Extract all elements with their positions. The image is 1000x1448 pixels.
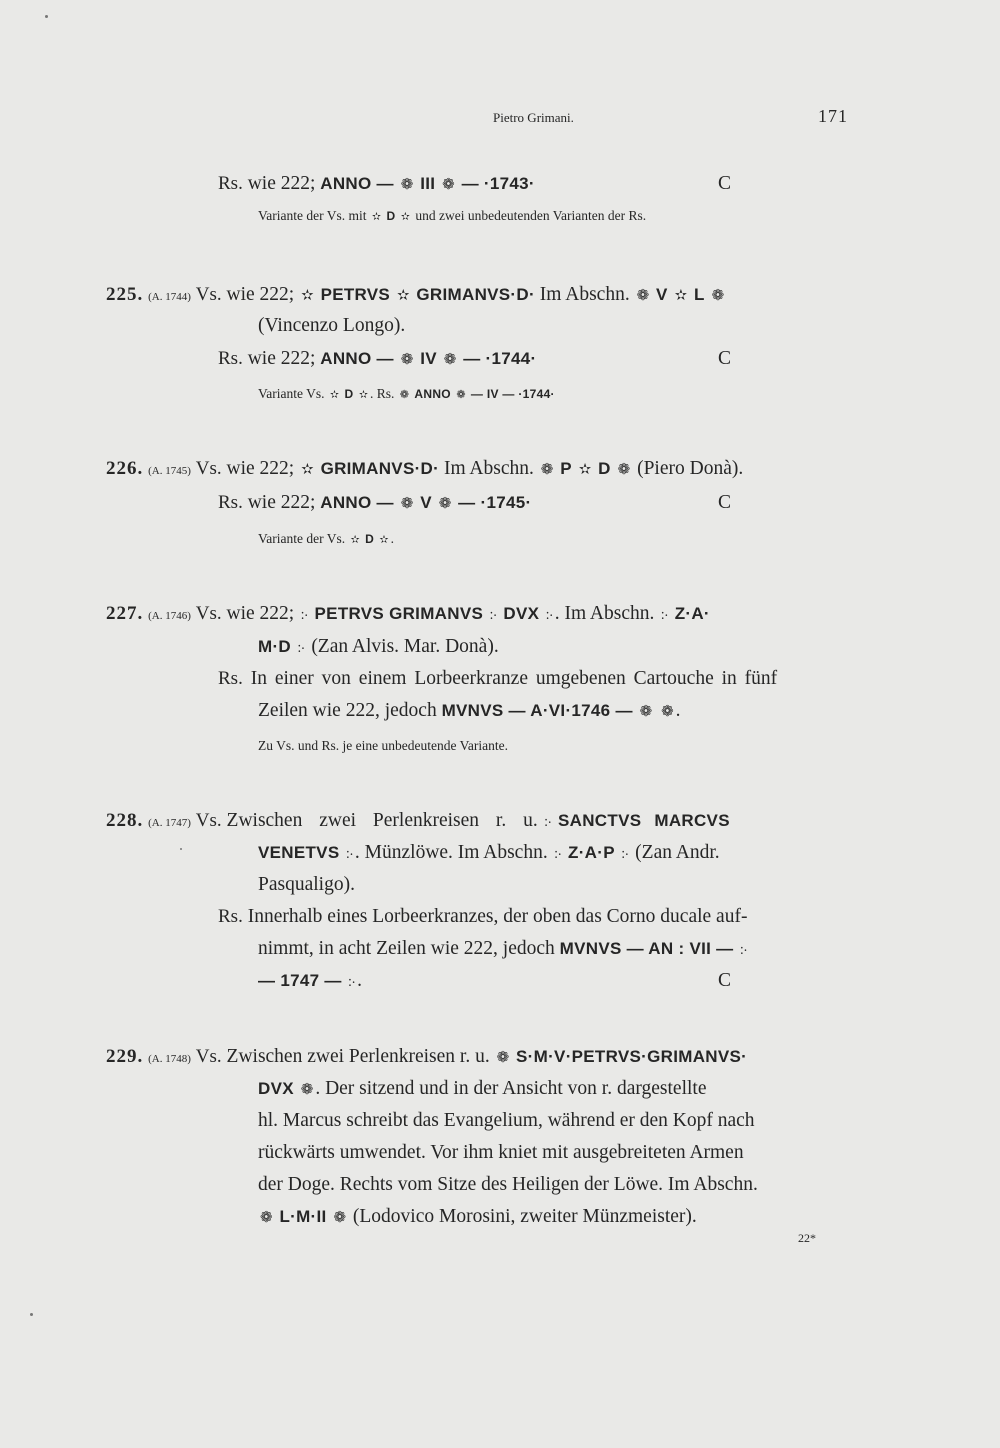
entry-227-rs-2: Zeilen wie 222, jedoch MVNVS — A·VI·1746 — ❁ ❁ . [258,699,681,724]
rs-label: Rs. [218,348,243,369]
vs-label: Vs. [195,603,222,624]
entry-number: 227. [106,603,144,624]
dots-icon: ჻ [544,814,552,830]
rs-label: Rs. [218,492,243,513]
running-title: Pietro Grimani. [493,110,574,125]
page-number: 171 [818,106,848,126]
dots-icon: ჻ [346,846,353,862]
rosette-icon: ❁ [400,177,414,193]
entry-225-rs: Rs. wie 222; ANNO — ❁ IV ❁ — ·1744· [218,347,536,372]
entry-number: 225. [106,284,144,305]
dots-icon: ჻ [661,607,668,623]
vs-label: Vs. [195,284,222,305]
signature-mark: 22* [798,1231,816,1245]
rs-label: Rs. [218,906,243,927]
dots-icon: ჻ [740,942,747,958]
dots-icon: ჻ [301,607,308,623]
entry-number: 228. [106,810,144,831]
entry-228-rs-1: Rs. Innerhalb eines Lorbeerkranzes, der oben das Corno ducale auf- [218,906,748,927]
entry-228-line-2: VENETVS ჻ . Münzlöwe. Im Abschn. ჻ Z·A·P ჻ (Zan Andr. [258,841,720,866]
entry-229-line-5: der Doge. Rechts vom Sitze des Heiligen der Löwe. Im Abschn. [258,1174,758,1195]
star-icon: ✫ [400,211,411,223]
rosette-icon: ❁ [438,496,452,512]
rosette-icon: ❁ [456,389,466,401]
star-icon: ✫ [301,288,314,304]
entry-229-line-1: 229. (A. 1748) Vs. Zwischen zwei Perlenkreisen r. u. ❁ S·M·V·PETRVS·GRIMANVS· [106,1045,747,1071]
rosette-icon: ❁ [443,352,457,368]
rosette-icon: ❁ [617,462,631,478]
rosette-icon: ❁ [661,704,674,720]
rosette-icon: ❁ [639,704,653,720]
vs-label: Vs. [195,458,222,479]
entry-227-line-1: 227. (A. 1746) Vs. wie 222; ჻ PETRVS GRIMANVS ჻ DVX ჻ . Im Abschn. ჻ Z·A· [106,602,710,628]
dots-icon: ჻ [546,607,553,623]
star-icon: ✫ [379,534,389,546]
rs-label: Rs. [218,668,243,689]
rosette-icon: ❁ [399,389,410,401]
entry-228-rs-2: nimmt, in acht Zeilen wie 222, jedoch MVNVS — AN : VII — ჻ [258,937,749,962]
paper-speck [180,848,182,850]
entry-number: 226. [106,458,144,479]
dots-icon: ჻ [489,607,497,623]
entry-226-variant: Variante der Vs. ✫ D ✫ . [258,530,394,549]
rs-label: Rs. [218,173,243,194]
grade: C [718,970,732,991]
entry-229-line-2: DVX ❁ . Der sitzend und in der Ansicht von r. dargestellte [258,1077,707,1102]
entry-227-note: Zu Vs. und Rs. je eine unbedeutende Variante. [258,738,508,753]
dots-icon: ჻ [621,846,629,862]
entry-226-rs: Rs. wie 222; ANNO — ❁ V ❁ — ·1745· [218,491,531,516]
star-icon: ✫ [329,389,340,401]
entry-225-line-1: 225. (A. 1744) Vs. wie 222; ✫ PETRVS ✫ GRIMANVS·D· Im Abschn. ❁ V ✫ L ❁ [106,283,726,309]
entry-number: 229. [106,1046,144,1067]
entry-227-rs-1: Rs. In einer von einem Lorbeerkranze umgebenen Cartouche in fünf [218,668,778,689]
star-icon: ✫ [578,462,592,478]
continuation-rs-line: Rs. wie 222; ANNO — ❁ III ❁ — ·1743· [218,172,535,197]
rosette-icon: ❁ [400,352,414,368]
rosette-icon: ❁ [400,496,414,512]
rosette-icon: ❁ [636,288,650,304]
entry-228-line-1: 228. (A. 1747) Vs. Zwischen zwei Perlenkreisen r. u. ჻ SANCTVS MARCVS [106,809,730,835]
star-icon: ✫ [371,211,382,223]
vs-label: Vs. [195,810,222,831]
entry-228-line-3: Pasqualigo). [258,874,355,895]
dots-icon: ჻ [554,846,562,862]
rosette-icon: ❁ [300,1082,314,1098]
dots-icon: ჻ [297,640,305,656]
star-icon: ✫ [358,389,369,401]
rosette-icon: ❁ [711,288,725,304]
entry-year: (A. 1745) [148,465,191,477]
rosette-icon: ❁ [442,177,455,193]
star-icon: ✫ [396,288,410,304]
vs-label: Vs. [195,1046,222,1067]
entry-year: (A. 1746) [148,610,191,622]
entry-225-variant: Variante Vs. ✫ D ✫ . Rs. ❁ ANNO ❁ — IV — ·1744· [258,385,555,404]
grade: C [718,492,732,513]
paper-speck [30,1313,33,1316]
star-icon: ✫ [350,534,360,546]
entry-225-line-2: (Vincenzo Longo). [258,315,406,336]
entry-year: (A. 1747) [148,817,191,829]
paper-speck [45,15,48,18]
entry-229-line-4: rückwärts umwendet. Vor ihm kniet mit ausgebreiteten Armen [258,1142,744,1163]
rosette-icon: ❁ [496,1050,510,1066]
entry-228-rs-3: — 1747 — ჻ . [258,969,362,994]
continuation-variant: Variante der Vs. mit ✫ D ✫ und zwei unbedeutenden Varianten der Rs. [258,207,646,226]
grade: C [718,173,732,194]
entry-226-line-1: 226. (A. 1745) Vs. wie 222; ✫ GRIMANVS·D· Im Abschn. ❁ P ✫ D ❁ (Piero Donà). [106,457,743,483]
star-icon: ✫ [674,288,688,304]
rosette-icon: ❁ [540,462,554,478]
rosette-icon: ❁ [333,1210,347,1226]
entry-year: (A. 1744) [148,291,191,303]
dots-icon: ჻ [348,974,356,990]
entry-227-line-2: M·D ჻ (Zan Alvis. Mar. Donà). [258,635,499,660]
entry-229-line-6: ❁ L·M·II ❁ (Lodovico Morosini, zweiter Münzmeister). [258,1205,697,1230]
rosette-icon: ❁ [260,1210,273,1226]
grade: C [718,348,732,369]
entry-229-line-3: hl. Marcus schreibt das Evangelium, während er den Kopf nach [258,1110,755,1131]
entry-year: (A. 1748) [148,1053,191,1065]
star-icon: ✫ [301,462,314,478]
